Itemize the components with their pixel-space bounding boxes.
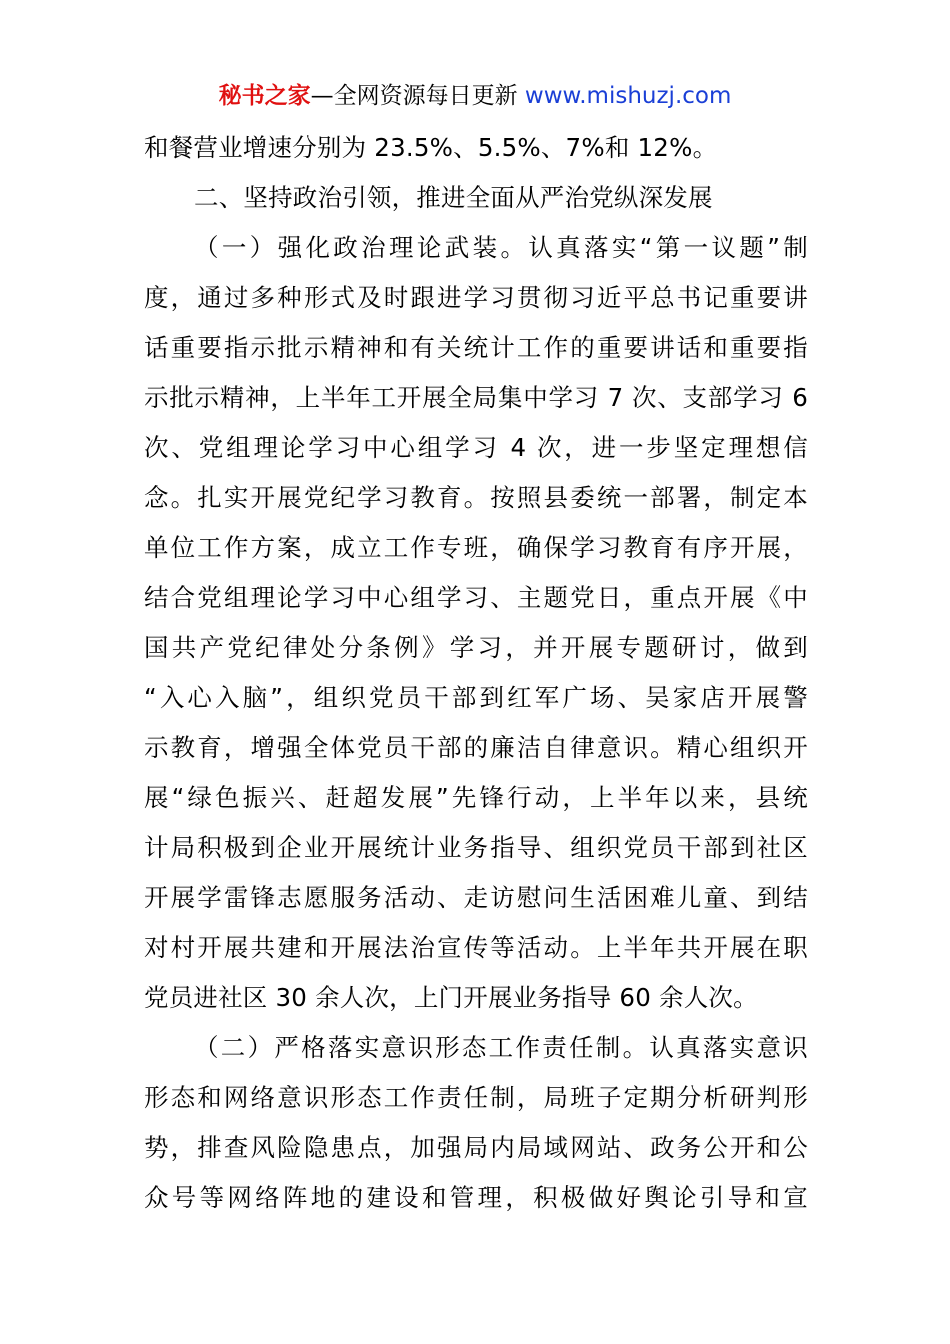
site-header [0,80,950,112]
paragraph-line: （一）强化政治理论武装。认真落实“第一议题”制 [194,233,808,262]
paragraph-line: 势，排查风险隐患点，加强局内局域网站、政务公开和公 [144,1133,808,1162]
document-body [144,123,808,1223]
section-heading: 二、坚持政治引领，推进全面从严治党纵深发展 [194,183,713,212]
site-url-link[interactable]: www.mishuzj.com [524,83,732,109]
paragraph-line: 示教育，增强全体党员干部的廉洁自律意识。精心组织开 [144,733,808,762]
site-slogan: —全网资源每日更新 [310,83,518,109]
paragraph-line: 党员进社区 30 余人次，上门开展业务指导 60 余人次。 [144,983,758,1012]
paragraph-line: 形态和网络意识形态工作责任制，局班子定期分析研判形 [144,1083,808,1112]
paragraph-line: 结合党组理论学习中心组学习、主题党日，重点开展《中 [144,583,808,612]
site-brand: 秘书之家 [218,83,311,109]
paragraph-line: 和餐营业增速分别为 23.5%、5.5%、7%和 12%。 [144,133,718,162]
paragraph-line: 开展学雷锋志愿服务活动、走访慰问生活困难儿童、到结 [144,883,808,912]
paragraph-line: 单位工作方案，成立工作专班，确保学习教育有序开展， [144,533,808,562]
paragraph-line: “入心入脑”，组织党员干部到红军广场、吴家店开展警 [144,683,808,712]
paragraph-line: （二）严格落实意识形态工作责任制。认真落实意识 [194,1033,808,1062]
paragraph-line: 次、党组理论学习中心组学习 4 次，进一步坚定理想信 [144,433,808,462]
paragraph-line: 计局积极到企业开展统计业务指导、组织党员干部到社区 [144,833,808,862]
paragraph-line: 国共产党纪律处分条例》学习，并开展专题研讨，做到 [144,633,808,662]
paragraph-line: 展“绿色振兴、赶超发展”先锋行动，上半年以来，县统 [144,783,808,812]
paragraph-line: 话重要指示批示精神和有关统计工作的重要讲话和重要指 [144,333,808,362]
paragraph-line: 度，通过多种形式及时跟进学习贯彻习近平总书记重要讲 [144,283,808,312]
paragraph-line: 对村开展共建和开展法治宣传等活动。上半年共开展在职 [144,933,808,962]
paragraph-line: 示批示精神，上半年工开展全局集中学习 7 次、支部学习 6 [144,383,808,412]
paragraph-line: 念。扎实开展党纪学习教育。按照县委统一部署，制定本 [144,483,808,512]
paragraph-line: 众号等网络阵地的建设和管理，积极做好舆论引导和宣 [144,1183,808,1212]
